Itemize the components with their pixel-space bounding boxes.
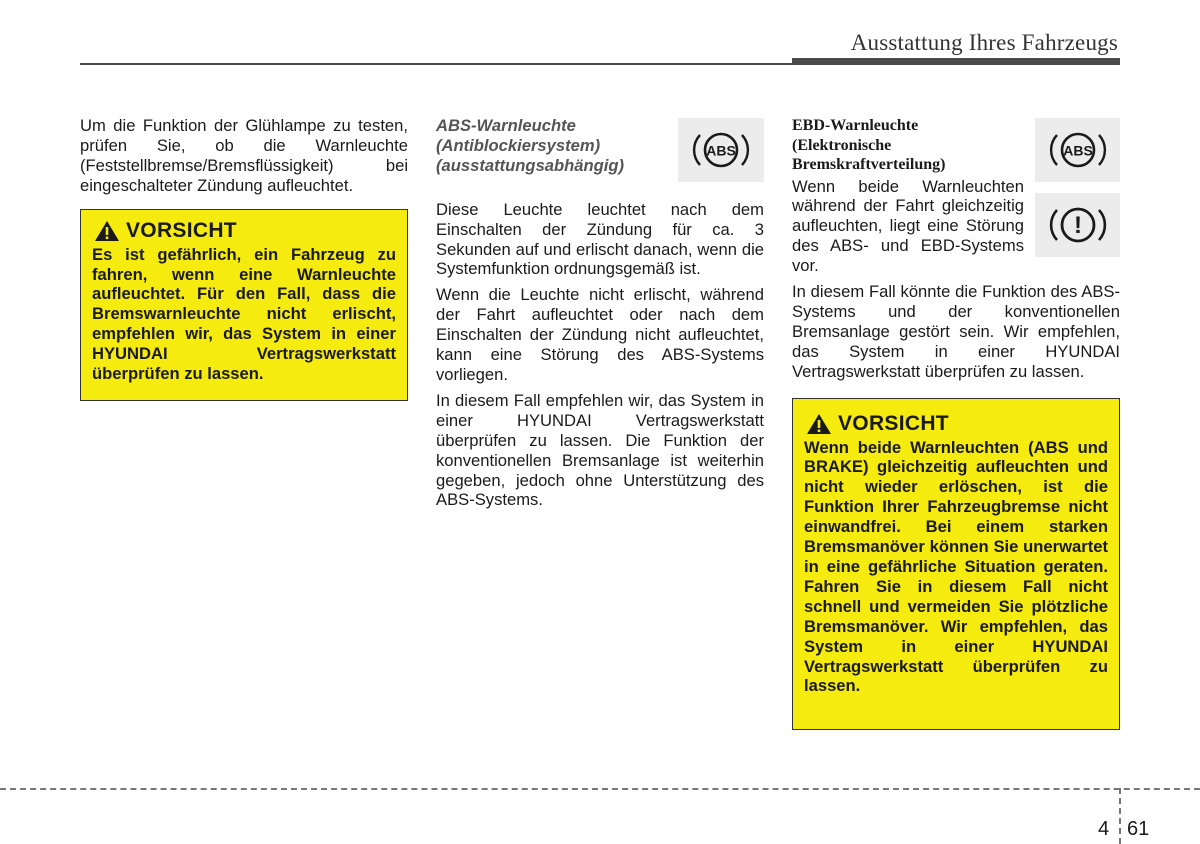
abs-heading-line: (Antiblockiersystem) (436, 135, 601, 155)
intro-paragraph: Um die Funktion der Glühlampe zu testen, prüfen Sie, ob die Warnleuchte (Feststellbremse/Bremsflüssigkeit) bei eingeschalteter Zündung aufleuchtet. (80, 116, 408, 195)
abs-icon-label: ABS (706, 142, 736, 159)
caution-box (792, 398, 1120, 730)
footer-dashed-line (0, 788, 1200, 790)
brake-icon-box (1035, 193, 1120, 257)
abs-paragraph: In diesem Fall empfehlen wir, das System in einer HYUNDAI Vertragswerkstatt überprüfen zu lassen. Die Funktion der konventionellen Bremsanlage ist weiterhin gegeben, jedoch ohne Unterstützung des ABS-Systems. (436, 390, 764, 510)
caution-text: Wenn beide Warnleuchten (ABS und BRAKE) gleichzeitig aufleuchten und nicht wieder erlöschen, ist die Funktion Ihrer Fahrzeugbremse nicht einwandfrei. Bei einem starken Bremsmanöver können Sie unerwartet in eine gefährliche Situation geraten. Fahren Sie in diesem Fall nicht schnell und vermeiden Sie plötzliche Bremsmanöver. Wir empfehlen, das System in einer HYUNDAI Vertragswerkstatt überprüfen zu lassen. (804, 437, 1108, 696)
warning-triangle-icon (94, 220, 120, 242)
caution-title: VORSICHT (838, 411, 949, 435)
ebd-heading-line: Bremskraftverteilung) (792, 156, 946, 173)
page-number: 61 (1127, 818, 1150, 840)
abs-warning-icon (690, 126, 752, 174)
abs-heading-line: (ausstattungsabhängig) (436, 155, 625, 175)
brake-icon-label: ! (1073, 212, 1082, 239)
abs-icon-box (1035, 118, 1120, 182)
ebd-paragraph: Wenn beide Warnleuchten während der Fahrt gleichzeitig aufleuchten, liegt eine Störung des ABS- und EBD-Systems vor. (792, 176, 1024, 276)
abs-paragraph: Diese Leuchte leuchtet nach dem Einschalten der Zündung für ca. 3 Sekunden auf und erlischt danach, wenn die Systemfunktion ordnungsgemäß ist. (436, 199, 764, 279)
page-header-title: Ausstattung Ihres Fahrzeugs (850, 30, 1118, 55)
caution-title: VORSICHT (126, 218, 237, 242)
ebd-paragraph: In diesem Fall könnte die Funktion des ABS-Systems und der konventionellen Bremsanlage gestört sein. Wir empfehlen, das System in einer HYUNDAI Vertragswerkstatt überprüfen zu lassen. (792, 282, 1120, 381)
ebd-heading-line: (Elektronische (792, 136, 892, 154)
abs-icon-label: ABS (1062, 142, 1093, 159)
abs-warning-icon (1047, 126, 1109, 174)
abs-heading-line: ABS-Warnleuchte (436, 116, 576, 135)
ebd-heading (792, 116, 992, 175)
brake-warning-icon (1047, 200, 1109, 250)
caution-header (804, 413, 1108, 435)
caution-text: Es ist gefährlich, ein Fahrzeug zu fahren, wenn eine Warnleuchte aufleuchtet. Für den Fall, dass die Bremswarnleuchte nicht erlischt, empfehlen wir, das System in einer HYUNDAI Vertragswerkstatt überprüfen zu lassen. (92, 244, 396, 384)
caution-header (92, 220, 396, 242)
chapter-number: 4 (1098, 818, 1110, 840)
abs-icon-box (678, 118, 764, 182)
abs-paragraph: Wenn die Leuchte nicht erlischt, während der Fahrt aufleuchtet oder nach dem Einschalten der Zündung nicht aufleuchtet, kann eine Störung des ABS-Systems vorliegen. (436, 285, 764, 384)
ebd-heading-line: EBD-Warnleuchte (792, 117, 919, 134)
footer-dashed-divider (1119, 788, 1121, 844)
warning-triangle-icon (806, 413, 832, 435)
column-1 (80, 116, 408, 401)
caution-box (80, 209, 408, 401)
header-rule-accent (792, 58, 1120, 65)
